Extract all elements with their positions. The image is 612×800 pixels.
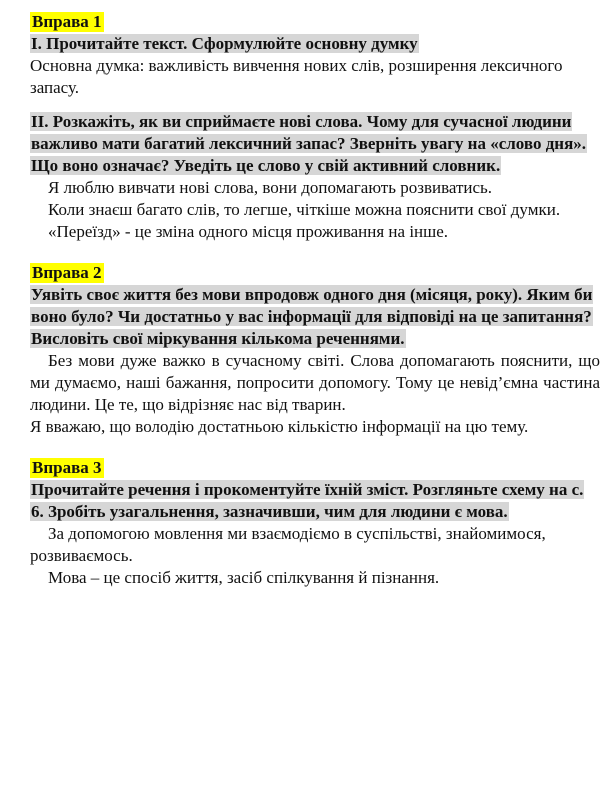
exercise-2-task (30, 284, 600, 350)
exercise-1-task-2 (30, 111, 600, 177)
exercise-1-answer-2a: Я люблю вивчати нові слова, вони допомагають розвиватись. (48, 178, 493, 197)
exercise-3-task (30, 479, 600, 523)
exercise-2-task-text: Уявіть своє життя без мови впродовж одного дня (місяця, року). Яким би воно було? Чи достатньо у вас інформації для відповіді на це запитання? Висловіть свої міркування кількома реченнями. (31, 285, 593, 348)
worksheet-page (30, 12, 600, 609)
exercise-1-task-1 (30, 33, 600, 55)
exercise-1 (30, 12, 600, 243)
exercise-2 (30, 263, 600, 438)
exercise-3 (30, 458, 600, 589)
exercise-1-task-2-text: ІІ. Розкажіть, як ви сприймаєте нові слова. Чому для сучасної людини важливо мати багатий лексичний запас? Зверніть увагу на «слово дня». Що воно означає? Уведіть це слово у свій активний словник. (31, 112, 587, 175)
exercise-2-answer-2: Я вважаю, що володію достатньою кількістю інформації на цю тему. (30, 417, 529, 436)
exercise-3-answer-1: За допомогою мовлення ми взаємодіємо в суспільстві, знайомимося, розвиваємось. (30, 524, 546, 565)
exercise-1-answer-1: Основна думка: важливість вивчення нових слів, розширення лексичного запасу. (30, 56, 563, 97)
exercise-2-answer-1: Без мови дуже важко в сучасному світі. Слова допомагають пояснити, що ми думаємо, наші бажання, попросити допомогу. Тому це невід’ємна частина людини. Це те, що відрізняє нас від тварин. (30, 351, 600, 414)
exercise-2-title: Вправа 2 (32, 263, 102, 282)
exercise-3-task-text: Прочитайте речення і прокоментуйте їхній зміст. Розгляньте схему на с. 6. Зробіть узагальнення, зазначивши, чим для людини є мова. (31, 480, 584, 521)
exercise-1-task-1-text: І. Прочитайте текст. Сформулюйте основну думку (31, 34, 418, 53)
exercise-1-answer-2b: Коли знаєш багато слів, то легше, чіткіше можна пояснити свої думки. (48, 200, 561, 219)
exercise-3-title: Вправа 3 (32, 458, 102, 477)
exercise-3-answer-2: Мова – це спосіб життя, засіб спілкування й пізнання. (48, 568, 440, 587)
exercise-1-title: Вправа 1 (32, 12, 102, 31)
exercise-1-answer-2c: «Переїзд» - це зміна одного місця проживання на інше. (48, 222, 449, 241)
